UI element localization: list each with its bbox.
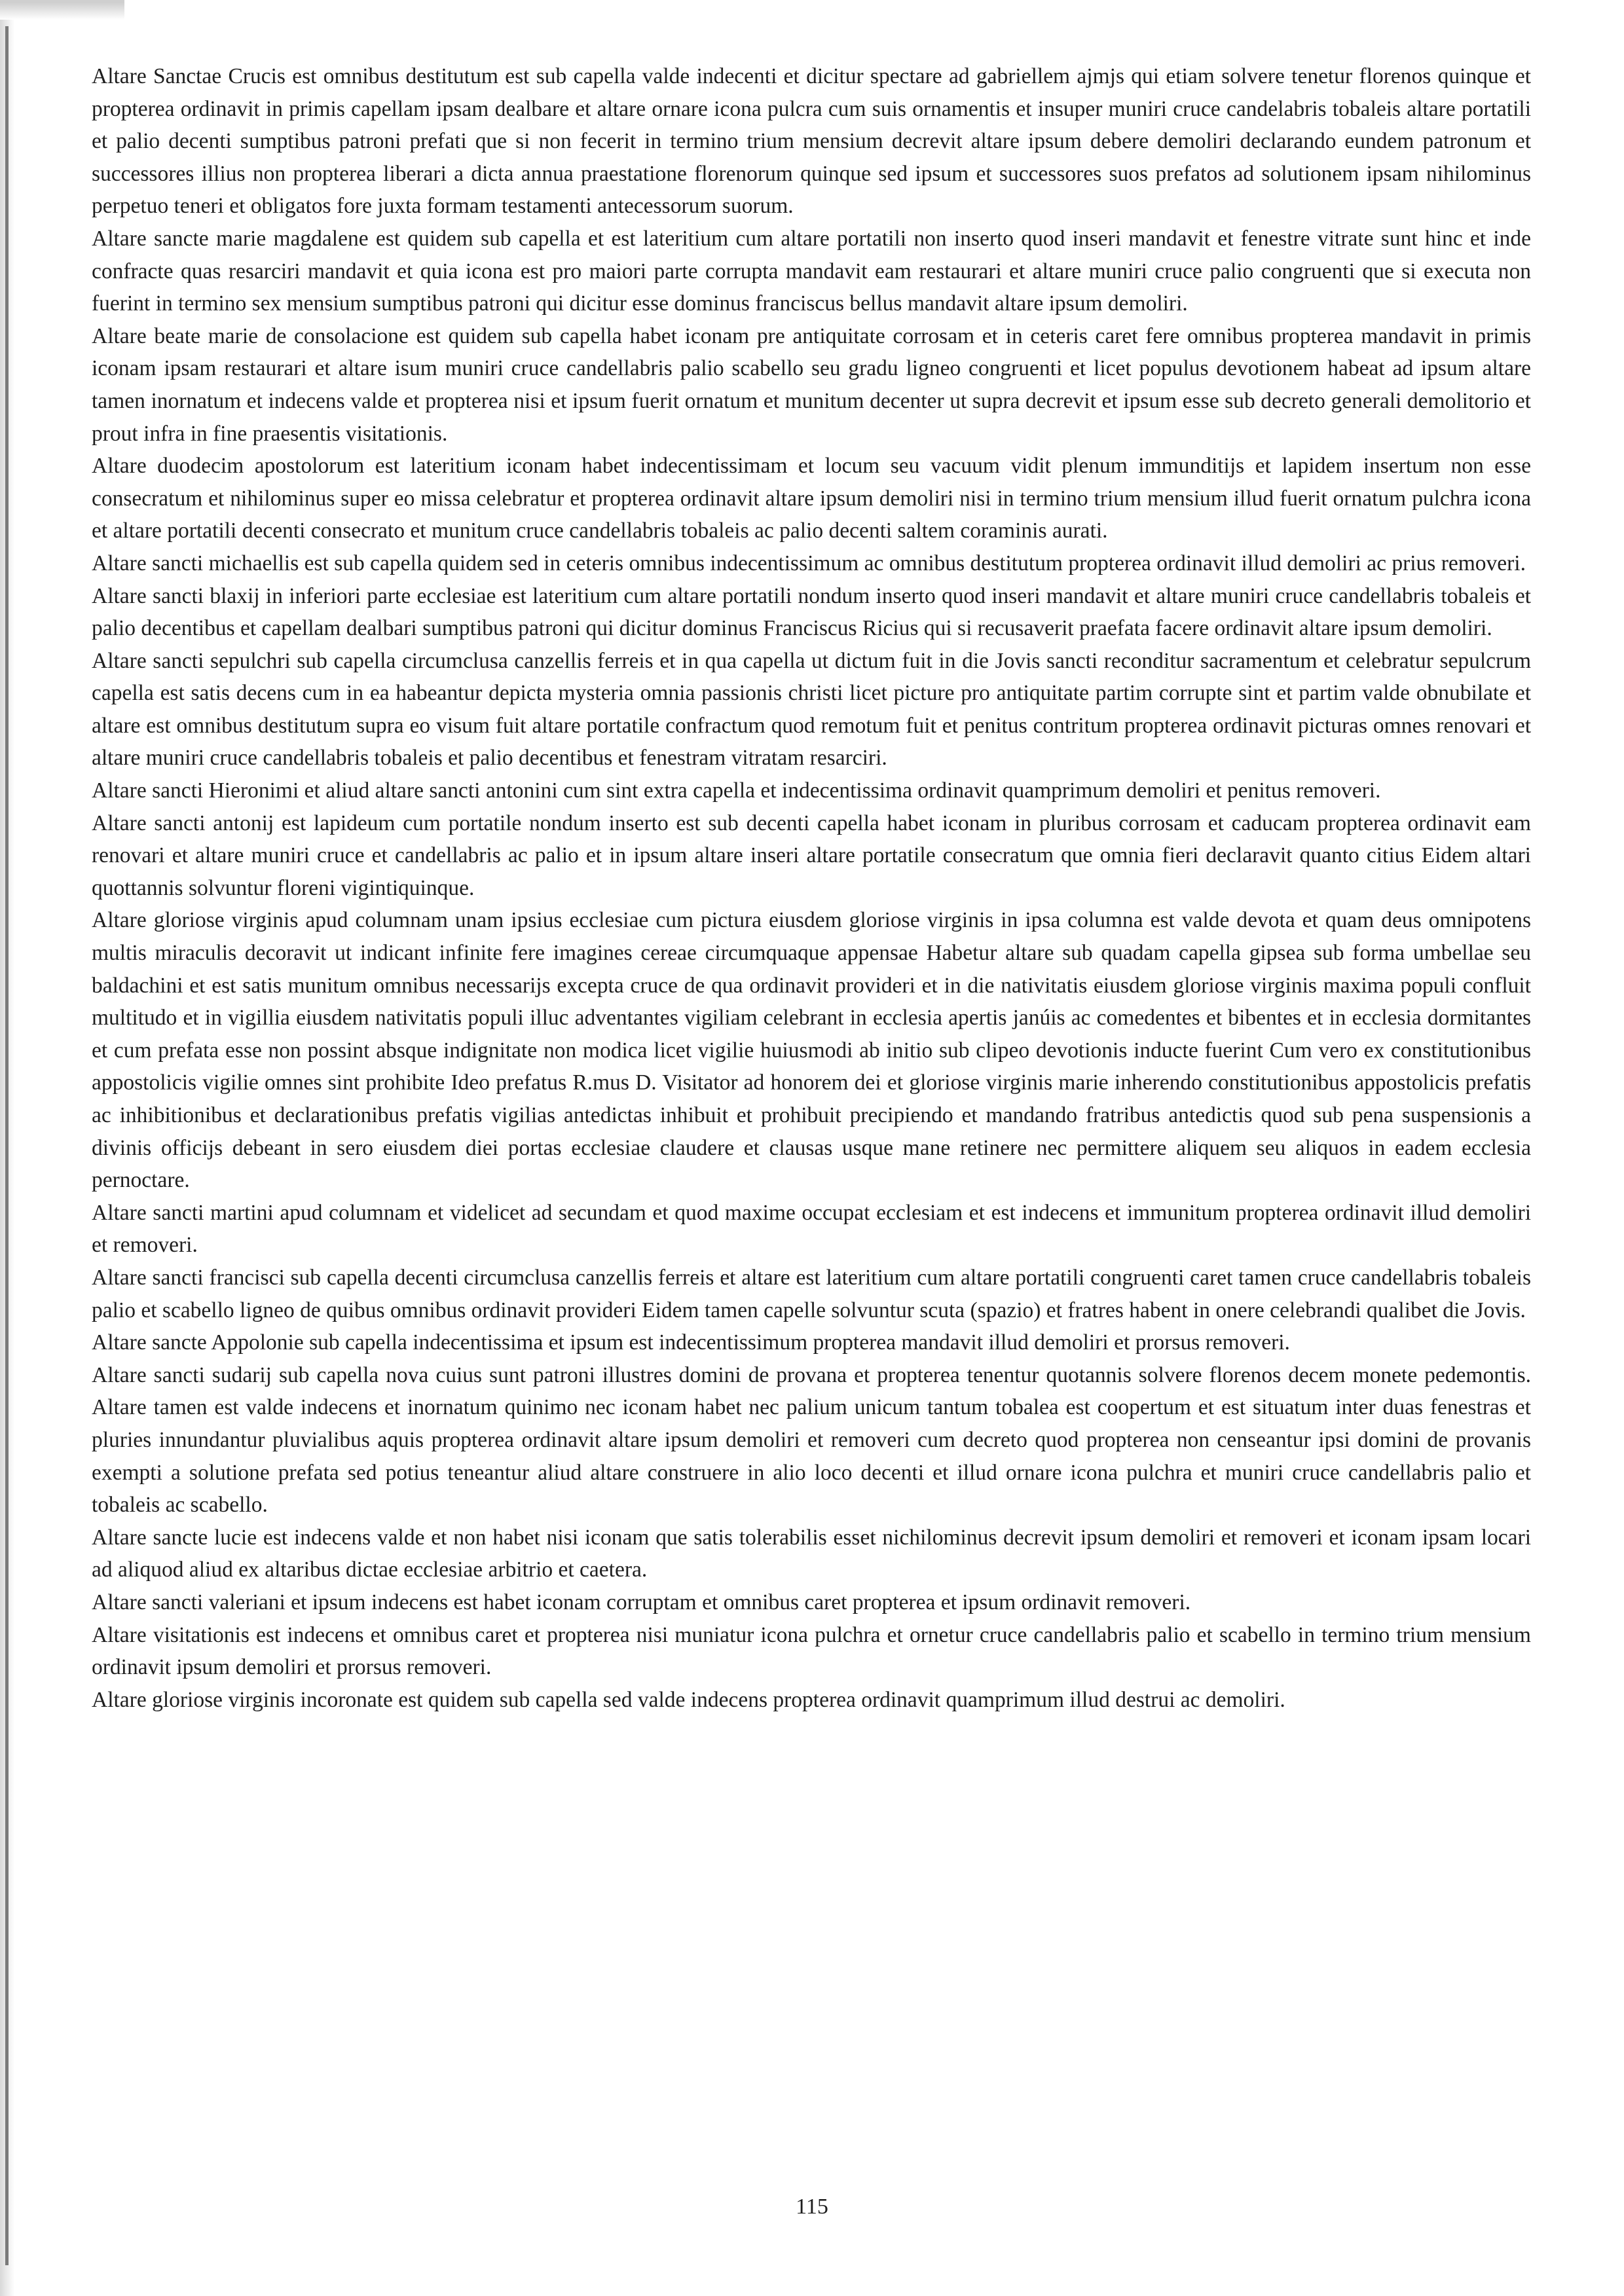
paragraph-altare-sancti-martini: Altare sancti martini apud columnam et videlicet ad secundam et quod maxime occupat ecclesiam et est indecens et immunitum propterea ordinavit illud demoliri et removeri. [92,1200,1531,1258]
paragraph-altare-sancti-blaxij: Altare sancti blaxij in inferiori parte ecclesiae est lateritium cum altare portatili nondum inserto quod inseri mandavit et altare muniri cruce candellabris tobaleis et palio decentibus et capellam dealbari sumptibus patroni qui dicitur dominus Franciscus Ricius qui si recusaverit praefata facere ordinavit altare ipsum demoliri. [92,583,1531,641]
paragraph-altare-sancte-appolonie: Altare sancte Appolonie sub capella indecentissima et ipsum est indecentissimum propterea mandavit illud demoliri et prorsus removeri. [92,1330,1290,1355]
document-body [92,60,1531,1716]
paragraph-altare-sancti-francisci: Altare sancti francisci sub capella decenti circumclusa canzellis ferreis et altare est lateritium cum altare portatili congruenti caret tamen cruce candellabris tobaleis palio et scabello ligneo de quibus omnibus ordinavit provideri Eidem tamen capelle solvuntur scuta (spazio) et fratres habent in onere celebrandi qualibet die Jovis. [92,1265,1531,1322]
paragraph-altare-duodecim-apostolorum: Altare duodecim apostolorum est lateritium iconam habet indecentissimam et locum seu vacuum vidit plenum immunditijs et lapidem insertum non esse consecratum et nihilominus super eo missa celebratur et propterea ordinavit altare ipsum demoliri nisi in termino trium mensium illud fuerit ornatum pulchra icona et altare portatili decenti consecrato et munitum cruce candellabris tobaleis ac palio decenti saltem coraminis aurati. [92,454,1531,543]
paragraph-altare-virginis-incoronate: Altare gloriose virginis incoronate est quidem sub capella sed valde indecens propterea ordinavit quamprimum illud destrui ac demoliri. [92,1687,1285,1712]
paragraph-altare-sancti-sudarij: Altare sancti sudarij sub capella nova cuius sunt patroni illustres domini de provana et propterea tenentur quotannis solvere florenos decem monete pedemontis. Altare tamen est valde indecens et inornatum quinimo nec iconam habet nec palium unicum tantum tobalea est coopertum et est situatum inter duas fenestras et pluries innundantur pluvialibus aquis propterea ordinavit altare ipsum demoliri et removeri cum decreto quod propterea non censeantur ipsi domini de provanis exempti a solutione prefata sed potius teneantur aliud altare construere in alio loco decenti et illud ornare icona pulchra et muniri cruce candellabris palio et tobaleis ac scabello. [92,1362,1531,1518]
paragraph-altare-sancti-hieronimi: Altare sancti Hieronimi et aliud altare sancti antonini cum sint extra capella et indecentissima ordinavit quamprimum demoliri et penitus removeri. [92,778,1381,803]
paragraph-altare-sancti-michaellis: Altare sancti michaellis est sub capella quidem sed in ceteris omnibus indecentissimum ac omnibus destitutum propterea ordinavit illud demoliri ac prius removeri. [92,551,1526,575]
paragraph-altare-marie-consolacione: Altare beate marie de consolacione est quidem sub capella habet iconam pre antiquitate corrosam et in ceteris caret fere omnibus propterea mandavit in primis iconam ipsam restaurari et altare isum muniri cruce candellabris palio scabello seu gradu ligneo congruenti et licet populus devotionem habeat ad ipsum altare tamen inornatum et indecens valde et propterea nisi et ipsum fuerit ornatum et munitum decenter ut supra decrevit et ipsum esse sub decreto generali demolitorio et prout infra in fine praesentis visitationis. [92,323,1531,446]
paragraph-altare-sanctae-crucis: Altare Sanctae Crucis est omnibus destitutum est sub capella valde indecenti et dicitur spectare ad gabriellem ajmjs qui etiam solvere tenetur florenos quinque et propterea ordinavit in primis capellam ipsam dealbare et altare ornare icona pulcra cum suis ornamentis et insuper muniri cruce candelabris tobaleis altare portatili et palio decenti sumptibus patroni prefati que si non fecerit in termino trium mensium decrevit altare ipsum debere demoliri declarando eundem patronum et successores illius non propterea liberari a dicta annua praestatione florenorum quinque sed ipsum et successores suos prefatos ad solutionem ipsam nihilominus perpetuo teneri et obligatos fore juxta formam testamenti antecessorum suorum. [92,64,1531,219]
paragraph-altare-sancti-valeriani: Altare sancti valeriani et ipsum indecens est habet iconam corruptam et omnibus caret propterea et ipsum ordinavit removeri. [92,1590,1191,1614]
scan-top-shadow [0,0,124,20]
paragraph-altare-sancti-sepulchri: Altare sancti sepulchri sub capella circumclusa canzellis ferreis et in qua capella ut dictum fuit in die Jovis sancti reconditur sacramentum et celebratur sepulcrum capella est satis decens cum in ea habeantur depicta mysteria omnia passionis christi licet picture pro antiquitate partim corrupte sint et partim valde obnubilate et altare est omnibus destitutum supra eo visum fuit altare portatile confractum quod remotum fuit et penitus contritum propterea ordinavit picturas omnes renovari et altare muniri cruce candellabris tobaleis et palio decentibus et fenestram vitratam resarciri. [92,648,1531,771]
paragraph-altare-sancti-antonij: Altare sancti antonij est lapideum cum portatile nondum inserto est sub decenti capella habet iconam in pluribus corrosam et caducam propterea ordinavit eam renovari et altare muniri cruce et candellabris ac palio et in ipsum altare inseri altare portatile consecratum que omnia fieri declaravit quanto citius Eidem altari quottannis solvuntur floreni vigintiquinque. [92,811,1531,900]
paragraph-altare-gloriose-virginis-columnam: Altare gloriose virginis apud columnam unam ipsius ecclesiae cum pictura eiusdem gloriose virginis in ipsa columna est valde devota et quam deus omnipotens multis miraculis decoravit ut indicant infinite fere imagines cereae circumquaque appensae Habetur altare sub quadam capella gipsea sub forma umbellae seu baldachini et est satis munitum omnibus necessarijs excepta cruce de qua ordinavit provideri et in die nativitatis eiusdem gloriose virginis maxima populi confluit multitudo et in vigillia eiusdem nativitatis populi illuc adventantes vigiliam celebrant in ecclesia apertis janúis ac comedentes et bibentes et in ecclesia dormitantes et cum prefata esse non possint absque indignitate non modica licet vigilie huiusmodi ab initio sub clipeo devotionis inducte fuerint Cum vero ex constitutionibus appostolicis vigilie omnes sint prohibite Ideo prefatus R.mus D. Visitator ad honorem dei et gloriose virginis marie inherendo constitutionibus appostolicis prefatis ac inhibitionibus et declarationibus prefatis vigilias antedictas inhibuit et prohibuit precipiendo et mandando fratribus antedictis quod sub pena suspensionis a divinis officijs debeant in sero eiusdem diei portas ecclesiae claudere et clausas usque mane retinere nec permittere aliquem seu aliquos in eadem ecclesia pernoctare. [92,908,1531,1193]
paragraph-altare-marie-magdalene: Altare sancte marie magdalene est quidem sub capella et est lateritium cum altare portatili non inserto quod inseri mandavit et fenestre vitrate sunt hinc et inde confracte quas resarciri mandavit et quia icona est pro maiori parte corrupta mandavit eam restaurari et altare muniri cruce palio congruenti que si executa non fuerint in termino sex mensium sumptibus patroni qui dicitur esse dominus franciscus bellus mandavit altare ipsum demoliri. [92,226,1531,316]
paragraph-altare-sancte-lucie: Altare sancte lucie est indecens valde et non habet nisi iconam que satis tolerabilis esset nichilominus decrevit ipsum demoliri et removeri et iconam ipsam locari ad aliquod aliud ex altaribus dictae ecclesiae arbitrio et caetera. [92,1525,1531,1582]
paragraph-altare-visitationis: Altare visitationis est indecens et omnibus caret et propterea nisi muniatur icona pulchra et ornetur cruce candellabris palio et scabello in termino trium mensium ordinavit ipsum demoliri et prorsus removeri. [92,1622,1531,1680]
page-number: 115 [796,2195,828,2219]
scan-binding-line [5,26,9,2265]
